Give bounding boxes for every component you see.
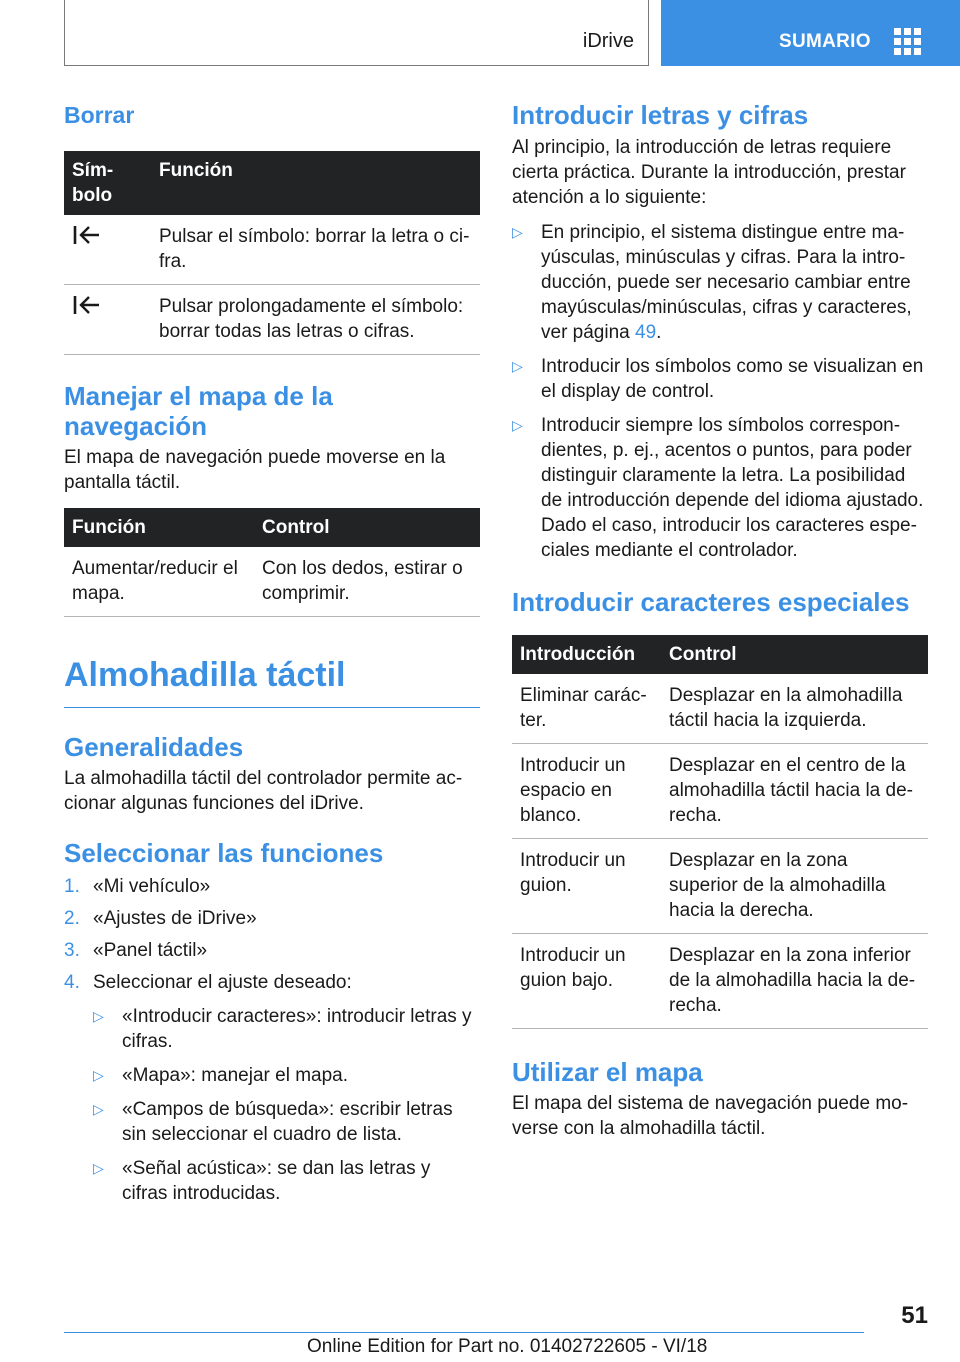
step-text: «Ajustes de iDrive» — [93, 908, 257, 929]
header-section-box — [64, 0, 649, 66]
option-text: «Introducir caracteres»: introducir letras y cifras. — [122, 1006, 472, 1052]
steps-list — [64, 874, 480, 1206]
triangle-bullet-icon: ▷ — [512, 224, 523, 240]
borrar-heading: Borrar — [64, 102, 135, 128]
item-text: Introducir siempre los símbolos correspondientes, p. ej., acentos o puntos, para poder distinguir claramente la letra. La posibilidad de introducción depende del idioma ajustado. Dado el caso, introducir los caracteres especiales mediante el controlador. — [541, 415, 924, 561]
especiales-heading: Introducir caracteres especiales — [512, 587, 910, 617]
option-text: «Campos de búsqueda»: escribir letras sin seleccionar el cuadro de lista. — [122, 1099, 453, 1145]
page-link[interactable]: 49 — [635, 322, 657, 343]
generalidades-text: La almohadilla táctil del controlador permite accionar algunas funciones del iDrive. — [64, 768, 463, 814]
mapa-table — [64, 508, 480, 617]
list-item — [64, 938, 480, 963]
symbol-cell — [64, 285, 151, 355]
option-text: «Señal acústica»: se dan las letras y cifras introducidas. — [122, 1158, 431, 1204]
left-column — [64, 100, 480, 1215]
summary-button[interactable] — [661, 0, 960, 66]
control-cell: Con los dedos, estirar o comprimir. — [254, 547, 480, 617]
item-text: En principio, el sistema distingue entre mayúsculas, minúsculas y cifras. Para la introducción, puede ser necesario cambiar entre mayúsculas/minúsculas, cifras y caracteres, ver página — [541, 222, 912, 343]
input-cell: Eliminar carácter. — [512, 674, 661, 744]
footer-edition: Online Edition for Part no. 01402722605 - VI/18 — [307, 1336, 708, 1357]
introducir-heading: Introducir letras y cifras — [512, 100, 809, 130]
list-item — [512, 413, 928, 563]
list-item — [64, 970, 480, 1206]
summary-button-label: SUMARIO — [779, 31, 871, 52]
options-list — [93, 1004, 480, 1206]
step-text: Seleccionar el ajuste deseado: — [93, 972, 352, 993]
input-cell: Introducir un espacio en blanco. — [512, 744, 661, 839]
list-item — [512, 220, 928, 345]
item-text: Introducir los símbolos como se visualizan en el display de control. — [541, 356, 924, 402]
step-number: 4. — [64, 972, 80, 993]
borrar-table — [64, 151, 480, 355]
header-section-title: iDrive — [582, 30, 634, 52]
grid-menu-icon — [894, 28, 921, 55]
list-item — [64, 906, 480, 931]
list-item — [512, 354, 928, 404]
step-number: 1. — [64, 876, 80, 897]
list-item — [93, 1004, 480, 1054]
utilizar-text: El mapa del sistema de navegación puede moverse con la almohadilla táctil. — [512, 1093, 909, 1139]
seleccionar-heading: Seleccionar las funciones — [64, 838, 384, 868]
list-item — [93, 1097, 480, 1147]
table-row — [64, 285, 480, 355]
step-number: 2. — [64, 908, 80, 929]
right-column — [512, 100, 928, 1141]
list-item — [93, 1063, 480, 1088]
function-cell: Aumentar/reducir el mapa. — [64, 547, 254, 617]
function-cell: Pulsar prolongadamente el símbolo: borrar todas las letras o cifras. — [151, 285, 480, 355]
control-cell: Desplazar en la zona inferior de la almohadilla hacia la derecha. — [661, 934, 928, 1029]
table-row — [512, 934, 928, 1029]
mapa-col-control: Control — [254, 508, 480, 547]
step-text: «Panel táctil» — [93, 940, 208, 961]
list-item — [93, 1156, 480, 1206]
table-row — [64, 215, 480, 285]
especiales-table — [512, 635, 928, 1029]
table-row — [64, 547, 480, 617]
footer-divider — [64, 1332, 864, 1333]
borrar-col-symbol: Símbolo — [64, 151, 151, 215]
backspace-icon — [72, 224, 100, 246]
table-row — [512, 839, 928, 934]
symbol-cell — [64, 215, 151, 285]
table-row — [512, 674, 928, 744]
input-cell: Introducir un guion. — [512, 839, 661, 934]
triangle-bullet-icon: ▷ — [93, 1067, 104, 1083]
control-cell: Desplazar en la almohadilla táctil hacia la izquierda. — [661, 674, 928, 744]
control-cell: Desplazar en el centro de la almohadilla táctil hacia la derecha. — [661, 744, 928, 839]
especiales-col-control: Control — [661, 635, 928, 674]
triangle-bullet-icon: ▷ — [93, 1101, 104, 1117]
especiales-col-input: Introducción — [512, 635, 661, 674]
step-text: «Mi vehículo» — [93, 876, 211, 897]
introducir-list — [512, 220, 928, 563]
triangle-bullet-icon: ▷ — [93, 1008, 104, 1024]
step-number: 3. — [64, 940, 80, 961]
almohadilla-heading: Almohadilla táctil — [64, 655, 480, 708]
triangle-bullet-icon: ▷ — [512, 358, 523, 374]
control-cell: Desplazar en la zona superior de la almohadilla hacia la derecha. — [661, 839, 928, 934]
item-text-end: . — [656, 322, 662, 343]
mapa-text: El mapa de navegación puede moverse en la pantalla táctil. — [64, 447, 446, 493]
triangle-bullet-icon: ▷ — [93, 1160, 104, 1176]
backspace-icon — [72, 294, 100, 316]
input-cell: Introducir un guion bajo. — [512, 934, 661, 1029]
borrar-col-function: Función — [151, 151, 480, 215]
table-row — [512, 744, 928, 839]
generalidades-heading: Generalidades — [64, 732, 244, 762]
introducir-text: Al principio, la introducción de letras requiere cierta práctica. Durante la introducción, prestar atención a lo siguiente: — [512, 137, 906, 208]
page-number: 51 — [901, 1302, 928, 1329]
mapa-heading: Manejar el mapa de la navegación — [64, 381, 333, 441]
triangle-bullet-icon: ▷ — [512, 417, 523, 433]
option-text: «Mapa»: manejar el mapa. — [122, 1065, 349, 1086]
utilizar-heading: Utilizar el mapa — [512, 1057, 703, 1087]
function-cell: Pulsar el símbolo: borrar la letra o cifra. — [151, 215, 480, 285]
list-item — [64, 874, 480, 899]
mapa-col-function: Función — [64, 508, 254, 547]
